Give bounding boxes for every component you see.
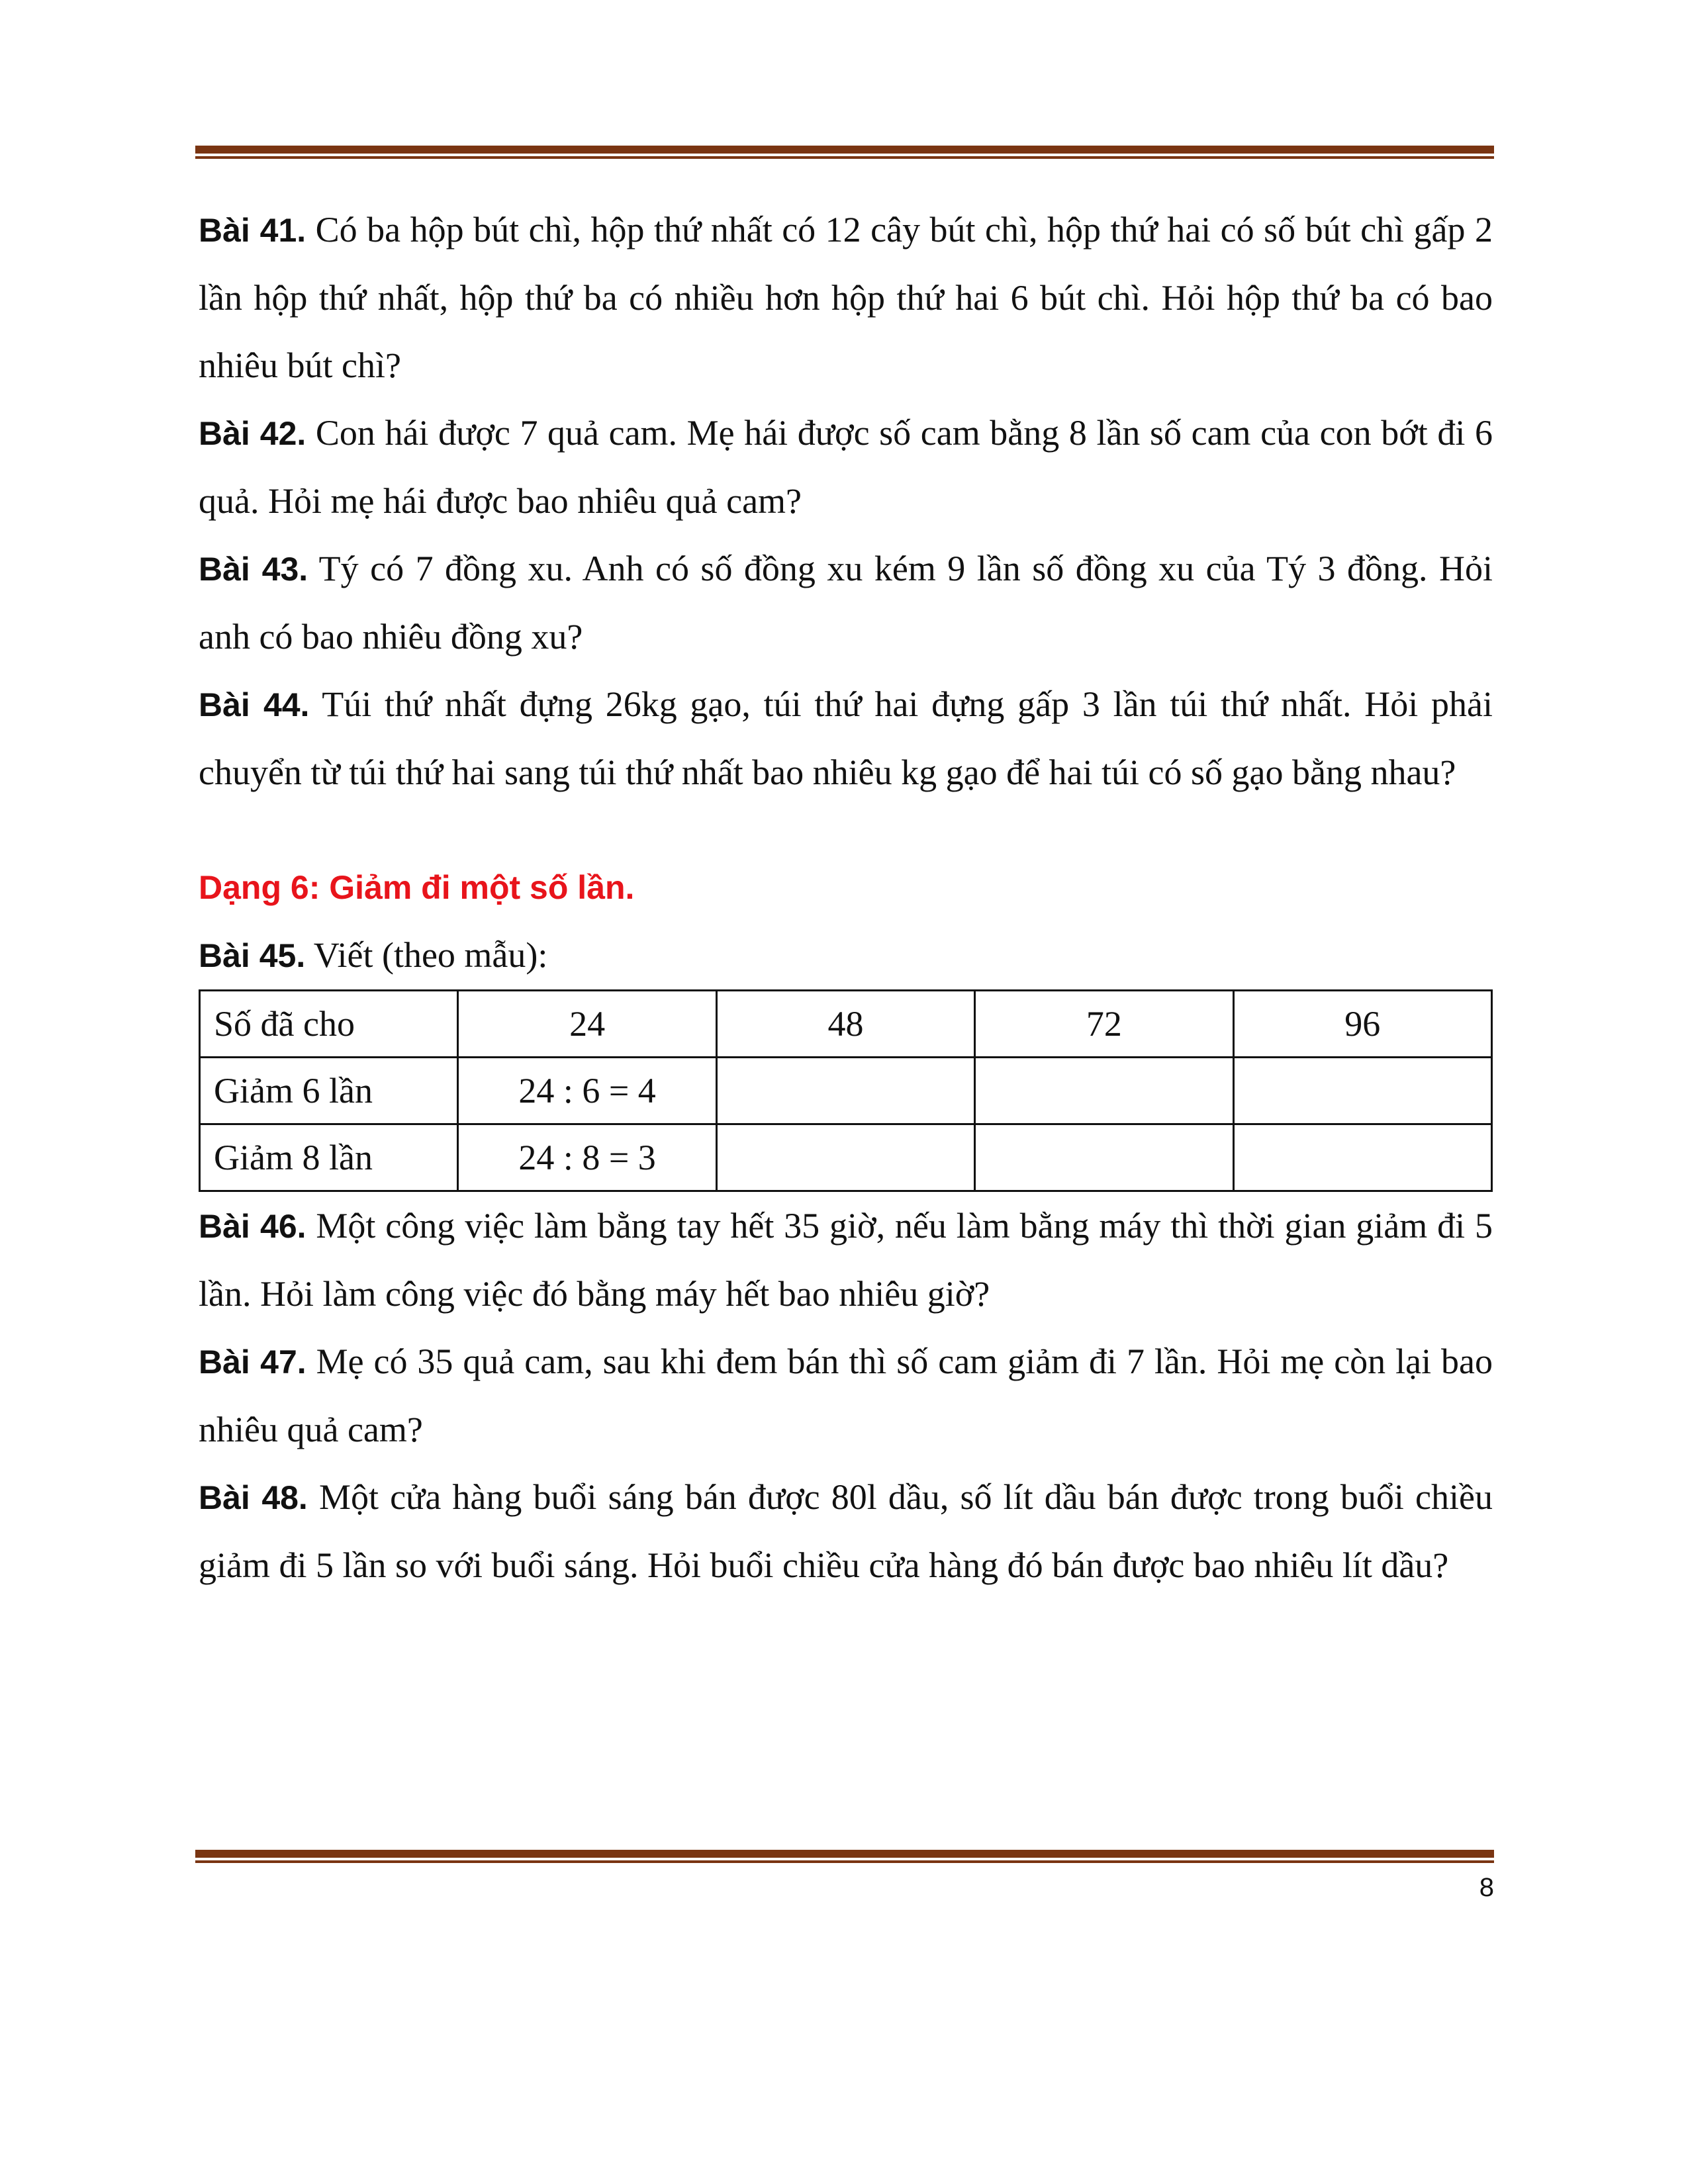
table-cell: Giảm 6 lần — [200, 1058, 458, 1124]
table-row — [200, 1124, 1492, 1191]
footer-rule — [195, 1850, 1494, 1864]
exercise-text: Con hái được 7 quả cam. Mẹ hái được số cam bằng 8 lần số cam của con bớt đi 6 quả. Hỏi mẹ hái được bao nhiêu quả cam? — [199, 413, 1493, 521]
exercise-text: Túi thứ nhất đựng 26kg gạo, túi thứ hai đựng gấp 3 lần túi thứ nhất. Hỏi phải chuyển từ túi thứ hai sang túi thứ nhất bao nhiêu kg gạo để hai túi có số gạo bằng nhau? — [199, 684, 1493, 792]
exercise-43 — [199, 535, 1493, 670]
table-cell-blank — [1233, 1124, 1491, 1191]
exercise-label: Bài 44. — [199, 686, 310, 723]
table-cell-blank — [1233, 1058, 1491, 1124]
table-cell-blank — [716, 1124, 974, 1191]
exercise-44 — [199, 670, 1493, 806]
exercise-48 — [199, 1463, 1493, 1599]
table-cell: Số đã cho — [200, 991, 458, 1058]
exercise-text: Có ba hộp bút chì, hộp thứ nhất có 12 cây bút chì, hộp thứ hai có số bút chì gấp 2 lần hộp thứ nhất, hộp thứ ba có nhiều hơn hộp thứ hai 6 bút chì. Hỏi hộp thứ ba có bao nhiêu bút chì? — [199, 210, 1493, 385]
table-cell: Giảm 8 lần — [200, 1124, 458, 1191]
page-number: 8 — [1479, 1873, 1494, 1902]
exercise-text: Một công việc làm bằng tay hết 35 giờ, nếu làm bằng máy thì thời gian giảm đi 5 lần. Hỏi làm công việc đó bằng máy hết bao nhiêu giờ? — [199, 1206, 1493, 1314]
exercise-label: Bài 46. — [199, 1208, 306, 1245]
table-cell: 24 : 6 = 4 — [458, 1058, 716, 1124]
exercise-text: Một cửa hàng buổi sáng bán được 80l dầu, số lít dầu bán được trong buổi chiều giảm đi 5 lần so với buổi sáng. Hỏi buổi chiều cửa hàng đó bán được bao nhiêu lít dầu? — [199, 1477, 1493, 1585]
table-cell: 24 — [458, 991, 716, 1058]
table-cell-blank — [975, 1058, 1233, 1124]
exercise-45 — [199, 921, 1493, 989]
table-cell: 72 — [975, 991, 1233, 1058]
header-rule — [195, 146, 1494, 160]
page-content — [199, 196, 1493, 1599]
table-row — [200, 991, 1492, 1058]
table-cell: 24 : 8 = 3 — [458, 1124, 716, 1191]
exercise-47 — [199, 1328, 1493, 1463]
header-rule-thick — [195, 146, 1494, 154]
exercise-label: Bài 42. — [199, 415, 306, 452]
exercise-text: Tý có 7 đồng xu. Anh có số đồng xu kém 9 lần số đồng xu của Tý 3 đồng. Hỏi anh có bao nhiêu đồng xu? — [199, 549, 1493, 657]
exercise-text: Viết (theo mẫu): — [305, 935, 548, 975]
table-cell: 96 — [1233, 991, 1491, 1058]
table-cell-blank — [716, 1058, 974, 1124]
table-cell: 48 — [716, 991, 974, 1058]
header-rule-thin — [195, 156, 1494, 159]
exercise-label: Bài 48. — [199, 1479, 308, 1516]
exercise-42 — [199, 399, 1493, 535]
footer-rule-thick — [195, 1850, 1494, 1858]
exercise-label: Bài 45. — [199, 937, 306, 974]
exercise-label: Bài 41. — [199, 212, 306, 249]
exercise-46 — [199, 1192, 1493, 1328]
table-cell-blank — [975, 1124, 1233, 1191]
exercise-table — [199, 989, 1493, 1192]
exercise-41 — [199, 196, 1493, 399]
table-row — [200, 1058, 1492, 1124]
section-heading: Dạng 6: Giảm đi một số lần. — [199, 869, 635, 906]
exercise-text: Mẹ có 35 quả cam, sau khi đem bán thì số cam giảm đi 7 lần. Hỏi mẹ còn lại bao nhiêu quả cam? — [199, 1342, 1493, 1449]
footer-rule-thin — [195, 1860, 1494, 1863]
exercise-label: Bài 43. — [199, 551, 308, 588]
exercise-label: Bài 47. — [199, 1343, 306, 1381]
